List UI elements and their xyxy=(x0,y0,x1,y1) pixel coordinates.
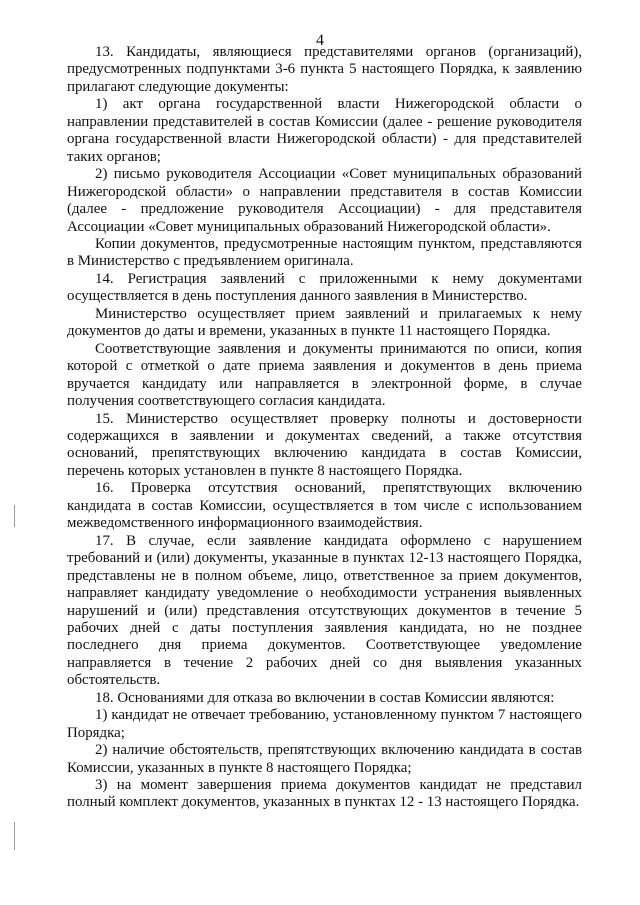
paragraph-13-item-2: 2) письмо руководителя Ассоциации «Совет муниципальных образований Нижегородской области» о направлении представителя в состав Комиссии (далее - предложение руководителя Ассоциации) - для представителя Ассоциации «Совет муниципальных образований Нижегородской области». xyxy=(67,166,582,235)
paragraph-15: 15. Министерство осуществляет проверку полноты и достоверности содержащихся в заявлении и документах сведений, а также отсутствия оснований, препятствующих включению кандидата в состав Комиссии, перечень которых установлен в пункте 8 настоящего Порядка. xyxy=(67,410,582,479)
paragraph-14-inventory: Соответствующие заявления и документы принимаются по описи, копия которой с отметкой о дате приема заявления и документов в день приема вручается кандидату или направляется в электронной форме, в случае получения соответствующего согласия кандидата. xyxy=(67,340,582,410)
paragraph-13: 13. Кандидаты, являющиеся представителями органов (организаций), предусмотренных подпунктами 3-6 пункта 5 настоящего Порядка, к заявлению прилагают следующие документы: xyxy=(67,44,582,95)
scan-edge-mark xyxy=(14,822,15,850)
paragraph-13-copies: Копии документов, предусмотренные настоящим пунктом, представляются в Министерство с предъявлением оригинала. xyxy=(67,235,582,270)
paragraph-14: 14. Регистрация заявлений с приложенными к нему документами осуществляется в день поступления данного заявления в Министерство. xyxy=(67,270,582,305)
paragraph-18-item-3: 3) на момент завершения приема документов кандидат не представил полный комплект документов, указанных в пунктах 12 - 13 настоящего Порядка. xyxy=(67,777,582,811)
page-number: 4 xyxy=(316,32,324,49)
scan-edge-mark xyxy=(14,505,15,527)
paragraph-13-item-1: 1) акт органа государственной власти Нижегородской области о направлении представителей в состав Комиссии (далее - решение руководителя органа государственной власти Нижегородской области) - для представителей таких органов; xyxy=(67,96,582,165)
paragraph-14-reception: Министерство осуществляет прием заявлений и прилагаемых к нему документов до даты и времени, указанных в пункте 11 настоящего Порядка. xyxy=(67,305,582,340)
paragraph-18-item-1: 1) кандидат не отвечает требованию, установленному пунктом 7 настоящего Порядка; xyxy=(67,707,582,741)
paragraph-18: 18. Основаниями для отказа во включении в состав Комиссии являются: xyxy=(95,689,555,706)
paragraph-16: 16. Проверка отсутствия оснований, препятствующих включению кандидата в состав Комиссии, осуществляется в том числе с использованием межведомственного информационного взаимодействия. xyxy=(67,480,582,532)
document-body xyxy=(67,44,582,812)
paragraph-17: 17. В случае, если заявление кандидата оформлено с нарушением требований и (или) документы, указанные в пунктах 12-13 настоящего Порядка, представлены не в полном объеме, лицо, ответственное за прием документов, направляет кандидату уведомление о необходимости устранения выявленных нарушений и (или) представления отсутствующих документов в течение 5 рабочих дней с даты поступления заявления кандидата, но не позднее последнего дня приема документов. Соответствующее уведомление направляется в течение 2 рабочих дней со дня выявления указанных обстоятельств. xyxy=(67,532,582,689)
paragraph-18-item-2: 2) наличие обстоятельств, препятствующих включению кандидата в состав Комиссии, указанных в пункте 8 настоящего Порядка; xyxy=(67,742,582,776)
